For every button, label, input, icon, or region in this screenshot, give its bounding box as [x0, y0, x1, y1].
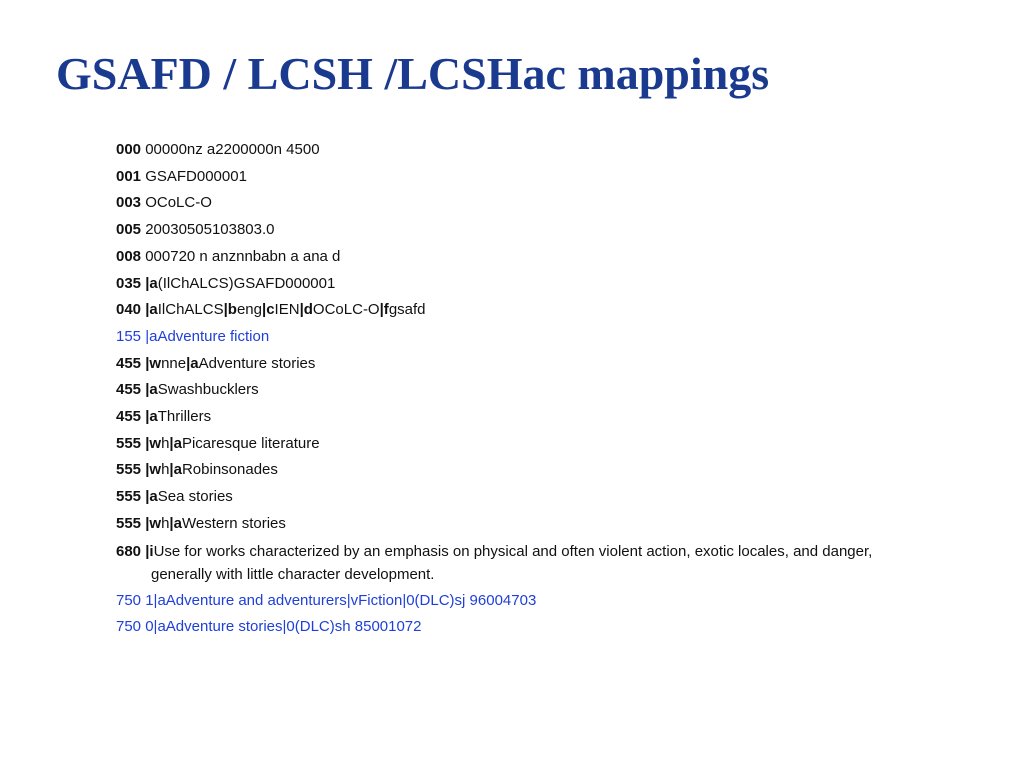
field-750-highlighted [116, 588, 936, 615]
field-tag: 555 [116, 514, 142, 532]
subfield-delimiter: |d [299, 301, 313, 319]
field-tag: 555 [116, 461, 142, 479]
subfield-text: OCoLC-O [312, 301, 380, 319]
field-data: 20030505103803.0 [145, 221, 275, 239]
field-455 [116, 351, 936, 378]
subfield-text: Sea stories [157, 488, 233, 506]
subfield-delimiter: |a [145, 301, 158, 319]
field-tag: 040 [116, 301, 142, 319]
subfield-text: IlChALCS [157, 301, 224, 319]
subfield-delimiter: |a [145, 274, 158, 292]
field-tag: 680 [116, 542, 142, 560]
subfield-delimiter: |f [379, 301, 389, 319]
field-tag: 003 [116, 194, 142, 212]
field-008 [116, 244, 936, 271]
subfield-delimiter: |a [169, 434, 182, 452]
subfield-text: h [161, 461, 170, 479]
subfield-text: Thrillers [157, 408, 212, 426]
subfield-delimiter: |a [145, 408, 158, 426]
field-040 [116, 297, 936, 324]
subfield-delimiter: |b [223, 301, 237, 319]
subfield-delimiter: |a [145, 381, 158, 399]
subfield-text: Western stories [181, 514, 286, 532]
field-data: 1|aAdventure and adventurers|vFiction|0(DLC)sj 96004703 [145, 591, 537, 609]
subfield-text: Use for works characterized by an emphasis on physical and often violent action, exotic locales, and danger, generally with little character development. [151, 542, 873, 583]
field-tag: 000 [116, 141, 142, 158]
field-data: GSAFD000001 [145, 167, 247, 185]
subfield-text: h [161, 514, 170, 532]
field-tag: 555 [116, 488, 142, 506]
subfield-text: gsafd [388, 301, 426, 319]
field-005 [116, 217, 936, 244]
field-tag: 008 [116, 247, 142, 265]
field-data: 0|aAdventure stories|0(DLC)sh 85001072 [145, 618, 422, 636]
subfield-text: Picaresque literature [181, 434, 320, 452]
field-data: OCoLC-O [145, 194, 212, 212]
field-455 [116, 404, 936, 431]
subfield-text: (IlChALCS)GSAFD000001 [157, 274, 336, 292]
subfield-delimiter: |a [145, 488, 158, 506]
subfield-delimiter: |a [169, 461, 182, 479]
subfield-delimiter: |a [186, 354, 199, 372]
field-tag: 035 [116, 274, 142, 292]
subfield-delimiter: |w [145, 354, 162, 372]
subfield-text: Robinsonades [181, 461, 278, 479]
field-tag: 005 [116, 221, 142, 239]
field-data: 00000nz a2200000n 4500 [145, 141, 320, 158]
field-555 [116, 484, 936, 511]
field-tag: 555 [116, 434, 142, 452]
subfield-text: Adventure stories [198, 354, 316, 372]
subfield-text: IEN [274, 301, 300, 319]
field-680 [116, 538, 936, 588]
subfield-text: h [161, 434, 170, 452]
field-155-highlighted [116, 324, 936, 351]
field-tag: 455 [116, 381, 142, 399]
field-tag: 455 [116, 408, 142, 426]
subfield-delimiter: |w [145, 514, 162, 532]
field-tag: 001 [116, 167, 142, 185]
field-tag: 750 [116, 618, 142, 636]
subfield-delimiter: |c [262, 301, 275, 319]
field-455 [116, 377, 936, 404]
field-data: |aAdventure fiction [145, 327, 270, 345]
field-003 [116, 190, 936, 217]
subfield-delimiter: |w [145, 461, 162, 479]
field-555 [116, 457, 936, 484]
field-035 [116, 271, 936, 298]
field-555 [116, 431, 936, 458]
field-750-highlighted [116, 614, 936, 641]
field-001 [116, 164, 936, 191]
subfield-text: nne [161, 354, 187, 372]
marc-record [116, 137, 936, 641]
subfield-text: eng [236, 301, 262, 319]
subfield-delimiter: |a [169, 514, 182, 532]
subfield-delimiter: |i [145, 542, 154, 560]
field-data: 000720 n anznnbabn a ana d [145, 247, 341, 265]
field-tag: 750 [116, 591, 142, 609]
slide-title: GSAFD / LCSH /LCSHac mappings [56, 48, 770, 99]
field-tag: 455 [116, 354, 142, 372]
subfield-delimiter: |w [145, 434, 162, 452]
field-555 [116, 511, 936, 538]
subfield-text: Swashbucklers [157, 381, 259, 399]
field-tag: 155 [116, 327, 142, 345]
field-000 [116, 137, 936, 164]
